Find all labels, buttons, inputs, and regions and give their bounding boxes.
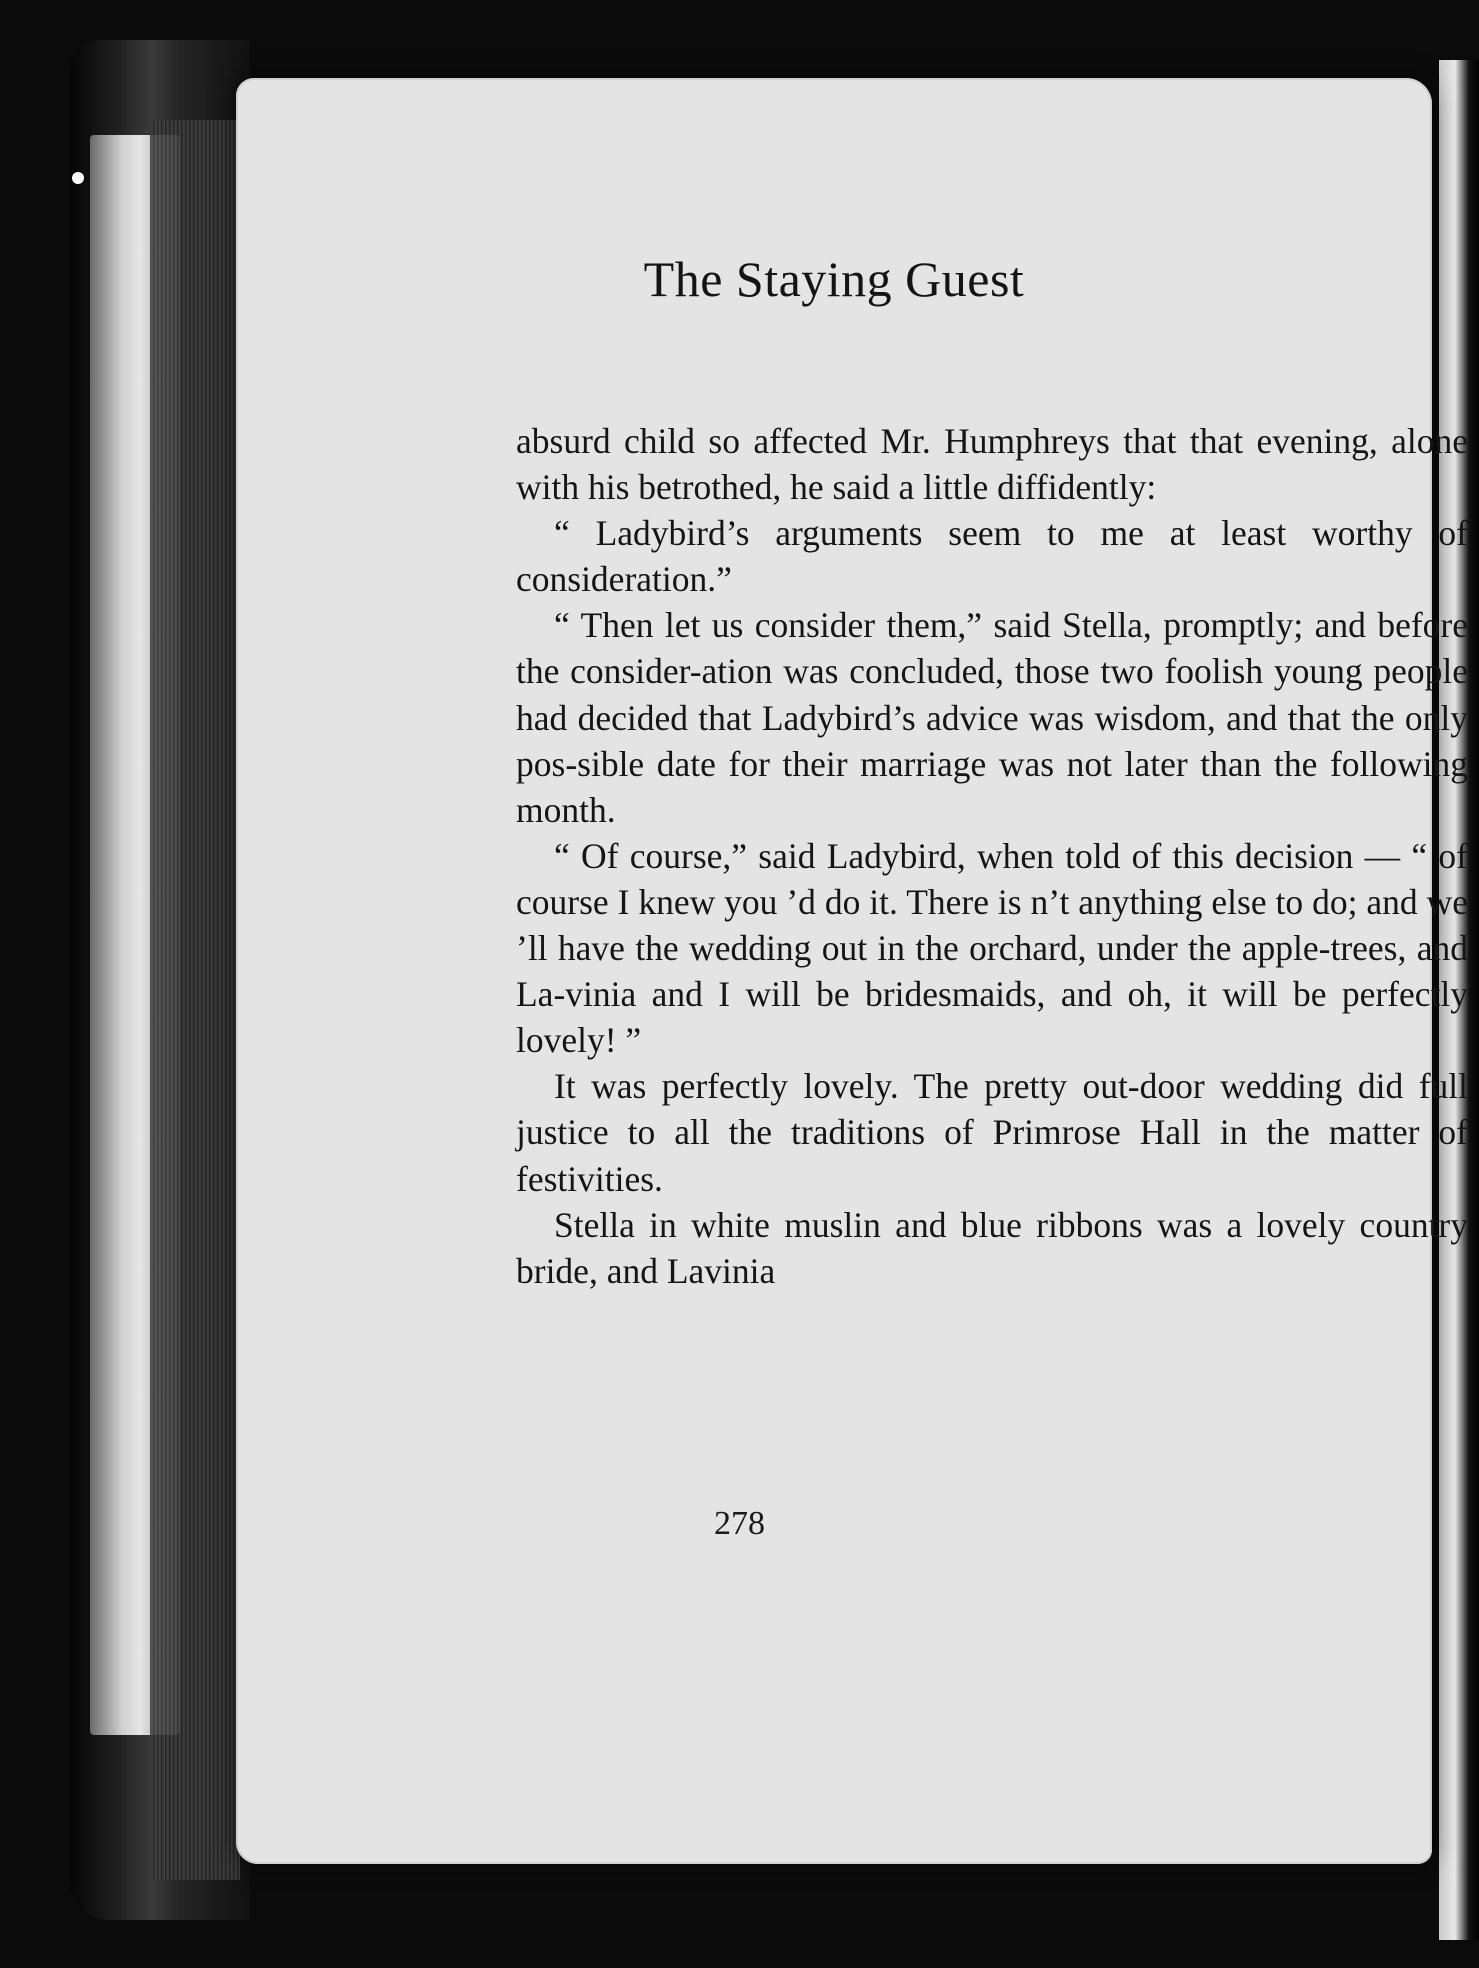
paragraph: It was perfectly lovely. The pretty out-door wedding did full justice to all the traditions of Primrose Hall in the matter of festivities. [516,1066,1468,1199]
body-text [516,418,1468,1294]
paragraph: “ Then let us consider them,” said Stella, promptly; and before the consider-ation was concluded, those two foolish young people had decided that Ladybird’s advice was wisdom, and that the only pos-sible date for their marriage was not later than the following month. [516,605,1468,830]
paragraph: Stella in white muslin and blue ribbons was a lovely country bride, and Lavinia [516,1204,1468,1291]
paragraph: absurd child so affected Mr. Humphreys that that evening, alone with his betrothed, he said a little diffidently: [516,421,1468,508]
paragraph: “ Ladybird’s arguments seem to me at least worthy of consideration.” [516,513,1468,600]
paragraph: “ Of course,” said Ladybird, when told of this decision — “ of course I knew you ’d do it. There is n’t anything else to do; and we ’ll have the wedding out in the orchard, under the apple-trees, and La-vinia and I will be bridesmaids, and oh, it will be perfectly lovely! ” [516,835,1468,1061]
page-number: 278 [714,1505,765,1542]
book-page [236,78,1468,1864]
running-head: The Staying Guest [643,251,1025,307]
page-edges [150,120,240,1880]
dust-speck [72,172,84,184]
